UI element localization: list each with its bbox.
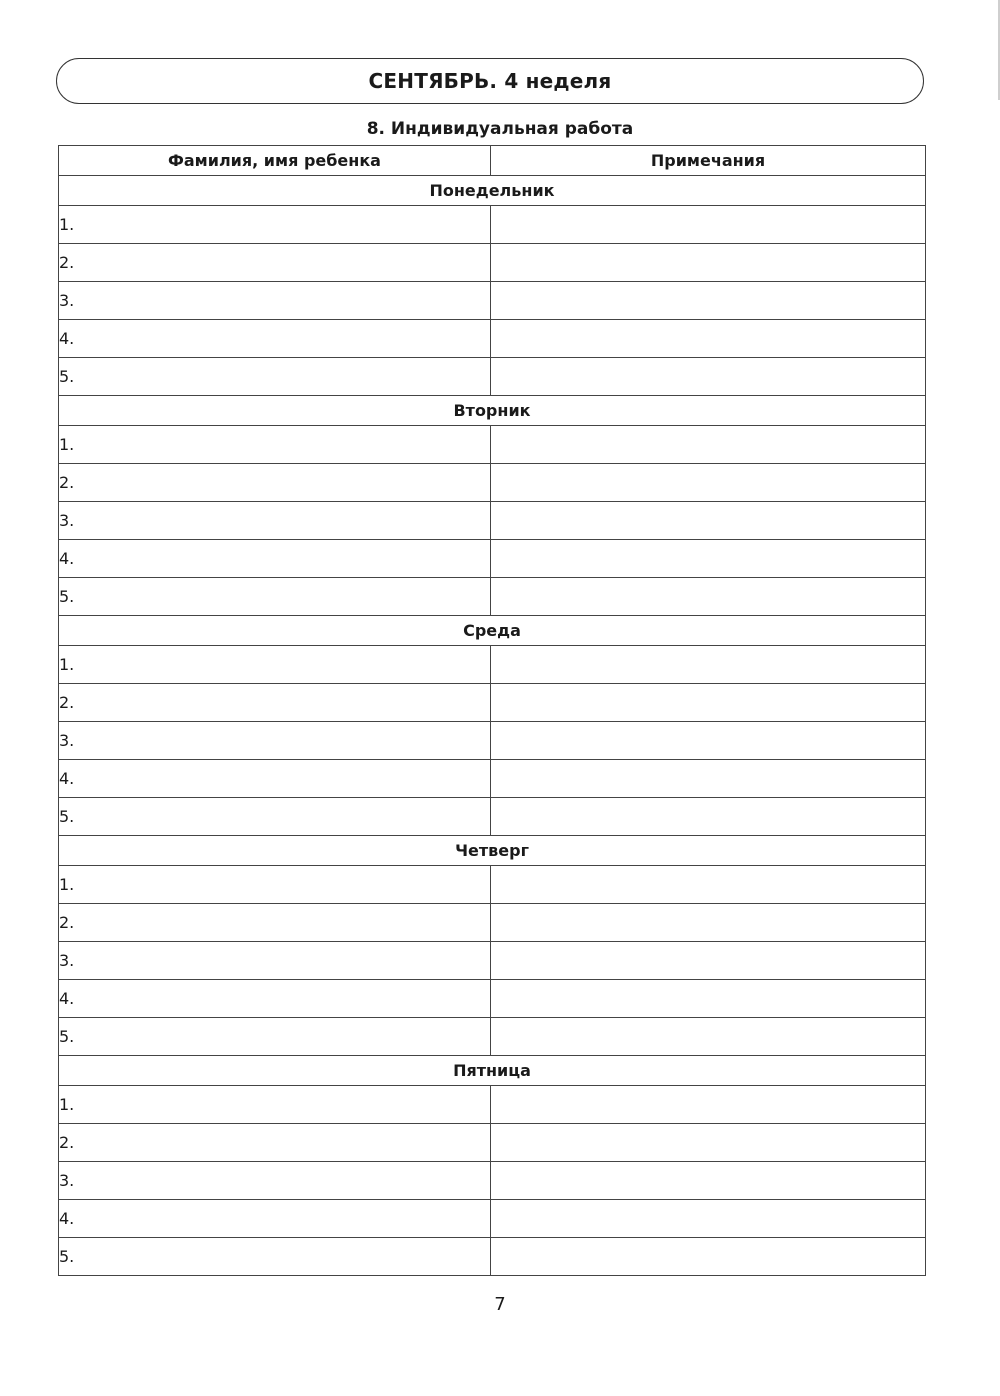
day-row-wednesday: [59, 616, 926, 646]
table-row: [59, 502, 926, 540]
child-name-cell[interactable]: 2.: [59, 244, 491, 282]
table-row: [59, 1162, 926, 1200]
table-row: [59, 244, 926, 282]
table-row: [59, 206, 926, 244]
notes-cell[interactable]: [491, 980, 926, 1018]
child-name-cell[interactable]: 5.: [59, 798, 491, 836]
notes-cell[interactable]: [491, 320, 926, 358]
table-row: [59, 1086, 926, 1124]
child-name-cell[interactable]: 4.: [59, 760, 491, 798]
header-row: [59, 146, 926, 176]
child-name-cell[interactable]: 1.: [59, 646, 491, 684]
day-heading-monday: Понедельник: [59, 176, 926, 206]
day-heading-thursday: Четверг: [59, 836, 926, 866]
table-row: [59, 798, 926, 836]
day-row-tuesday: [59, 396, 926, 426]
notes-cell[interactable]: [491, 942, 926, 980]
table-row: [59, 540, 926, 578]
notes-cell[interactable]: [491, 1018, 926, 1056]
child-name-cell[interactable]: 5.: [59, 1238, 491, 1276]
table-row: [59, 980, 926, 1018]
table-row: [59, 1018, 926, 1056]
table-row: [59, 358, 926, 396]
child-name-cell[interactable]: 4.: [59, 1200, 491, 1238]
child-name-cell[interactable]: 1.: [59, 426, 491, 464]
child-name-cell[interactable]: 2.: [59, 684, 491, 722]
child-name-cell[interactable]: 4.: [59, 980, 491, 1018]
day-row-friday: [59, 1056, 926, 1086]
notes-cell[interactable]: [491, 684, 926, 722]
child-name-cell[interactable]: 3.: [59, 1162, 491, 1200]
day-heading-wednesday: Среда: [59, 616, 926, 646]
child-name-cell[interactable]: 5.: [59, 578, 491, 616]
notes-cell[interactable]: [491, 1086, 926, 1124]
notes-cell[interactable]: [491, 282, 926, 320]
table-row: [59, 646, 926, 684]
notes-cell[interactable]: [491, 464, 926, 502]
notes-cell[interactable]: [491, 1200, 926, 1238]
table-row: [59, 684, 926, 722]
notes-cell[interactable]: [491, 722, 926, 760]
child-name-cell[interactable]: 3.: [59, 502, 491, 540]
table-row: [59, 1238, 926, 1276]
table-row: [59, 464, 926, 502]
table-row: [59, 866, 926, 904]
month-week-banner: СЕНТЯБРЬ. 4 неделя: [56, 58, 924, 104]
child-name-cell[interactable]: 2.: [59, 904, 491, 942]
notes-cell[interactable]: [491, 502, 926, 540]
child-name-cell[interactable]: 1.: [59, 1086, 491, 1124]
notes-cell[interactable]: [491, 1124, 926, 1162]
day-heading-friday: Пятница: [59, 1056, 926, 1086]
child-name-cell[interactable]: 5.: [59, 1018, 491, 1056]
notes-cell[interactable]: [491, 358, 926, 396]
table-row: [59, 722, 926, 760]
table-row: [59, 942, 926, 980]
child-name-cell[interactable]: 1.: [59, 866, 491, 904]
table-body: [59, 176, 926, 1276]
child-name-cell[interactable]: 5.: [59, 358, 491, 396]
section-title: 8. Индивидуальная работа: [366, 119, 634, 139]
table-row: [59, 760, 926, 798]
notes-cell[interactable]: [491, 540, 926, 578]
child-name-cell[interactable]: 3.: [59, 722, 491, 760]
individual-work-table: [58, 145, 926, 1276]
day-row-monday: [59, 176, 926, 206]
day-heading-tuesday: Вторник: [59, 396, 926, 426]
notes-cell[interactable]: [491, 206, 926, 244]
child-name-cell[interactable]: 3.: [59, 282, 491, 320]
child-name-cell[interactable]: 1.: [59, 206, 491, 244]
notes-cell[interactable]: [491, 578, 926, 616]
child-name-cell[interactable]: 2.: [59, 1124, 491, 1162]
notes-cell[interactable]: [491, 760, 926, 798]
table-row: [59, 426, 926, 464]
notes-cell[interactable]: [491, 866, 926, 904]
table-row: [59, 1200, 926, 1238]
table-row: [59, 1124, 926, 1162]
notes-cell[interactable]: [491, 904, 926, 942]
column-header-child-name: Фамилия, имя ребенка: [59, 146, 491, 176]
notes-cell[interactable]: [491, 1162, 926, 1200]
page-number: 7: [494, 1294, 506, 1315]
table-row: [59, 578, 926, 616]
notes-cell[interactable]: [491, 244, 926, 282]
day-row-thursday: [59, 836, 926, 866]
notes-cell[interactable]: [491, 426, 926, 464]
child-name-cell[interactable]: 3.: [59, 942, 491, 980]
notes-cell[interactable]: [491, 1238, 926, 1276]
notes-cell[interactable]: [491, 646, 926, 684]
table-row: [59, 282, 926, 320]
table-row: [59, 320, 926, 358]
child-name-cell[interactable]: 4.: [59, 540, 491, 578]
column-header-notes: Примечания: [491, 146, 926, 176]
child-name-cell[interactable]: 2.: [59, 464, 491, 502]
child-name-cell[interactable]: 4.: [59, 320, 491, 358]
table-row: [59, 904, 926, 942]
notes-cell[interactable]: [491, 798, 926, 836]
